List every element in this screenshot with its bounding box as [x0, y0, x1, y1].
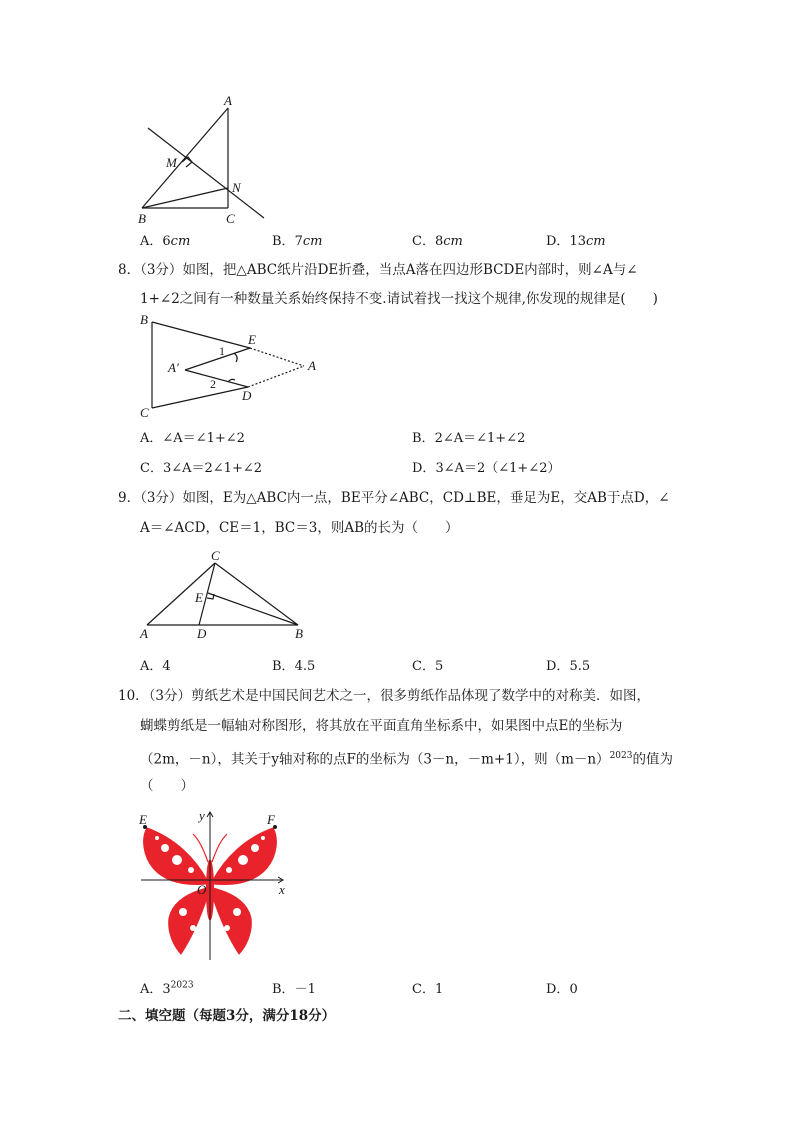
q7-label-b: B	[138, 211, 146, 225]
q7-label-c: C	[226, 211, 235, 225]
q9-option-d: D．5.5	[546, 659, 591, 674]
q10-label-y: y	[199, 808, 205, 823]
q10-butterfly-figure	[135, 808, 295, 963]
q9-label-d: D	[197, 626, 207, 641]
q7-option-c: C．8cm	[412, 234, 463, 249]
q9-label-c: C	[211, 548, 220, 563]
q7-option-b: B．7cm	[272, 234, 323, 249]
section-2-title: 二、填空题（每题3分，满分18分）	[118, 1008, 336, 1024]
q9-label-b: B	[295, 626, 303, 641]
q8-figure	[130, 310, 330, 420]
q10-stem-line1: 10．（3分）剪纸艺术是中国民间艺术之一，很多剪纸作品体现了数学中的对称美．如图，	[118, 688, 651, 704]
q10-label-f: F	[267, 812, 275, 827]
q10-stem-line2: 蝴蝶剪纸是一幅轴对称图形，将其放在平面直角坐标系中，如果图中点E的坐标为	[140, 718, 623, 734]
q10-option-a: A．$3^{2023}$	[140, 980, 194, 997]
q9-option-c: C．5	[412, 659, 444, 674]
q9-figure	[135, 548, 315, 643]
q9-stem-line2: A＝∠ACD，CE＝1，BC＝3，则AB的长为（ ）	[140, 520, 459, 536]
q7-label-n: N	[232, 180, 241, 195]
q8-label-d: D	[242, 388, 252, 403]
q8-option-b: B．2∠A＝∠1+∠2	[412, 431, 526, 446]
q7-option-d: D．13cm	[546, 234, 606, 249]
q9-stem-line1: 9．（3分）如图，E为△ABC内一点，BE平分∠ABC，CD⊥BE，垂足为E，交AB于点D，∠	[118, 490, 670, 506]
q8-label-angle-2: 2	[210, 377, 216, 391]
q8-label-c: C	[140, 405, 149, 420]
q7-label-m: M	[166, 155, 177, 170]
q8-option-c: C．3∠A＝2∠1+∠2	[140, 461, 262, 476]
q10-stem-line4: （ ）	[140, 778, 194, 794]
q9-label-e: E	[195, 590, 203, 605]
q8-option-d: D．3∠A＝2（∠1+∠2）	[412, 461, 561, 476]
q10-option-d: D．0	[546, 982, 578, 997]
q10-option-c: C．1	[412, 982, 444, 997]
q10-label-e: E	[139, 812, 147, 827]
q7-label-a: A	[224, 93, 232, 108]
q10-label-o: O	[197, 882, 207, 897]
q8-label-a: A	[308, 358, 316, 373]
q10-stem-line3: （2m，－n），其关于y轴对称的点F的坐标为（3－n，－m+1），则$(m-n)^{2023}$的值为	[140, 751, 673, 768]
q8-stem-line1: 8．（3分）如图，把△ABC纸片沿DE折叠，当点A落在四边形BCDE内部时，则∠A与∠	[118, 262, 638, 278]
q8-stem-line2: 1+∠2之间有一种数量关系始终保持不变.请试着找一找这个规律,你发现的规律是( )	[140, 291, 658, 307]
q8-label-b: B	[140, 312, 148, 327]
q8-option-a: A．∠A＝∠1+∠2	[140, 431, 245, 446]
q8-label-angle-1: 1	[219, 344, 225, 358]
q9-label-a: A	[140, 626, 148, 641]
q10-label-x: x	[279, 882, 285, 897]
q7-figure	[130, 90, 280, 225]
q9-option-a: A．4	[140, 659, 171, 674]
q7-option-a: A．6cm	[140, 234, 191, 249]
q8-label-a-prime: A′	[168, 360, 179, 375]
q9-option-b: B．4.5	[272, 659, 316, 674]
q8-label-e: E	[248, 332, 256, 347]
q10-option-b: B．－1	[272, 982, 316, 997]
